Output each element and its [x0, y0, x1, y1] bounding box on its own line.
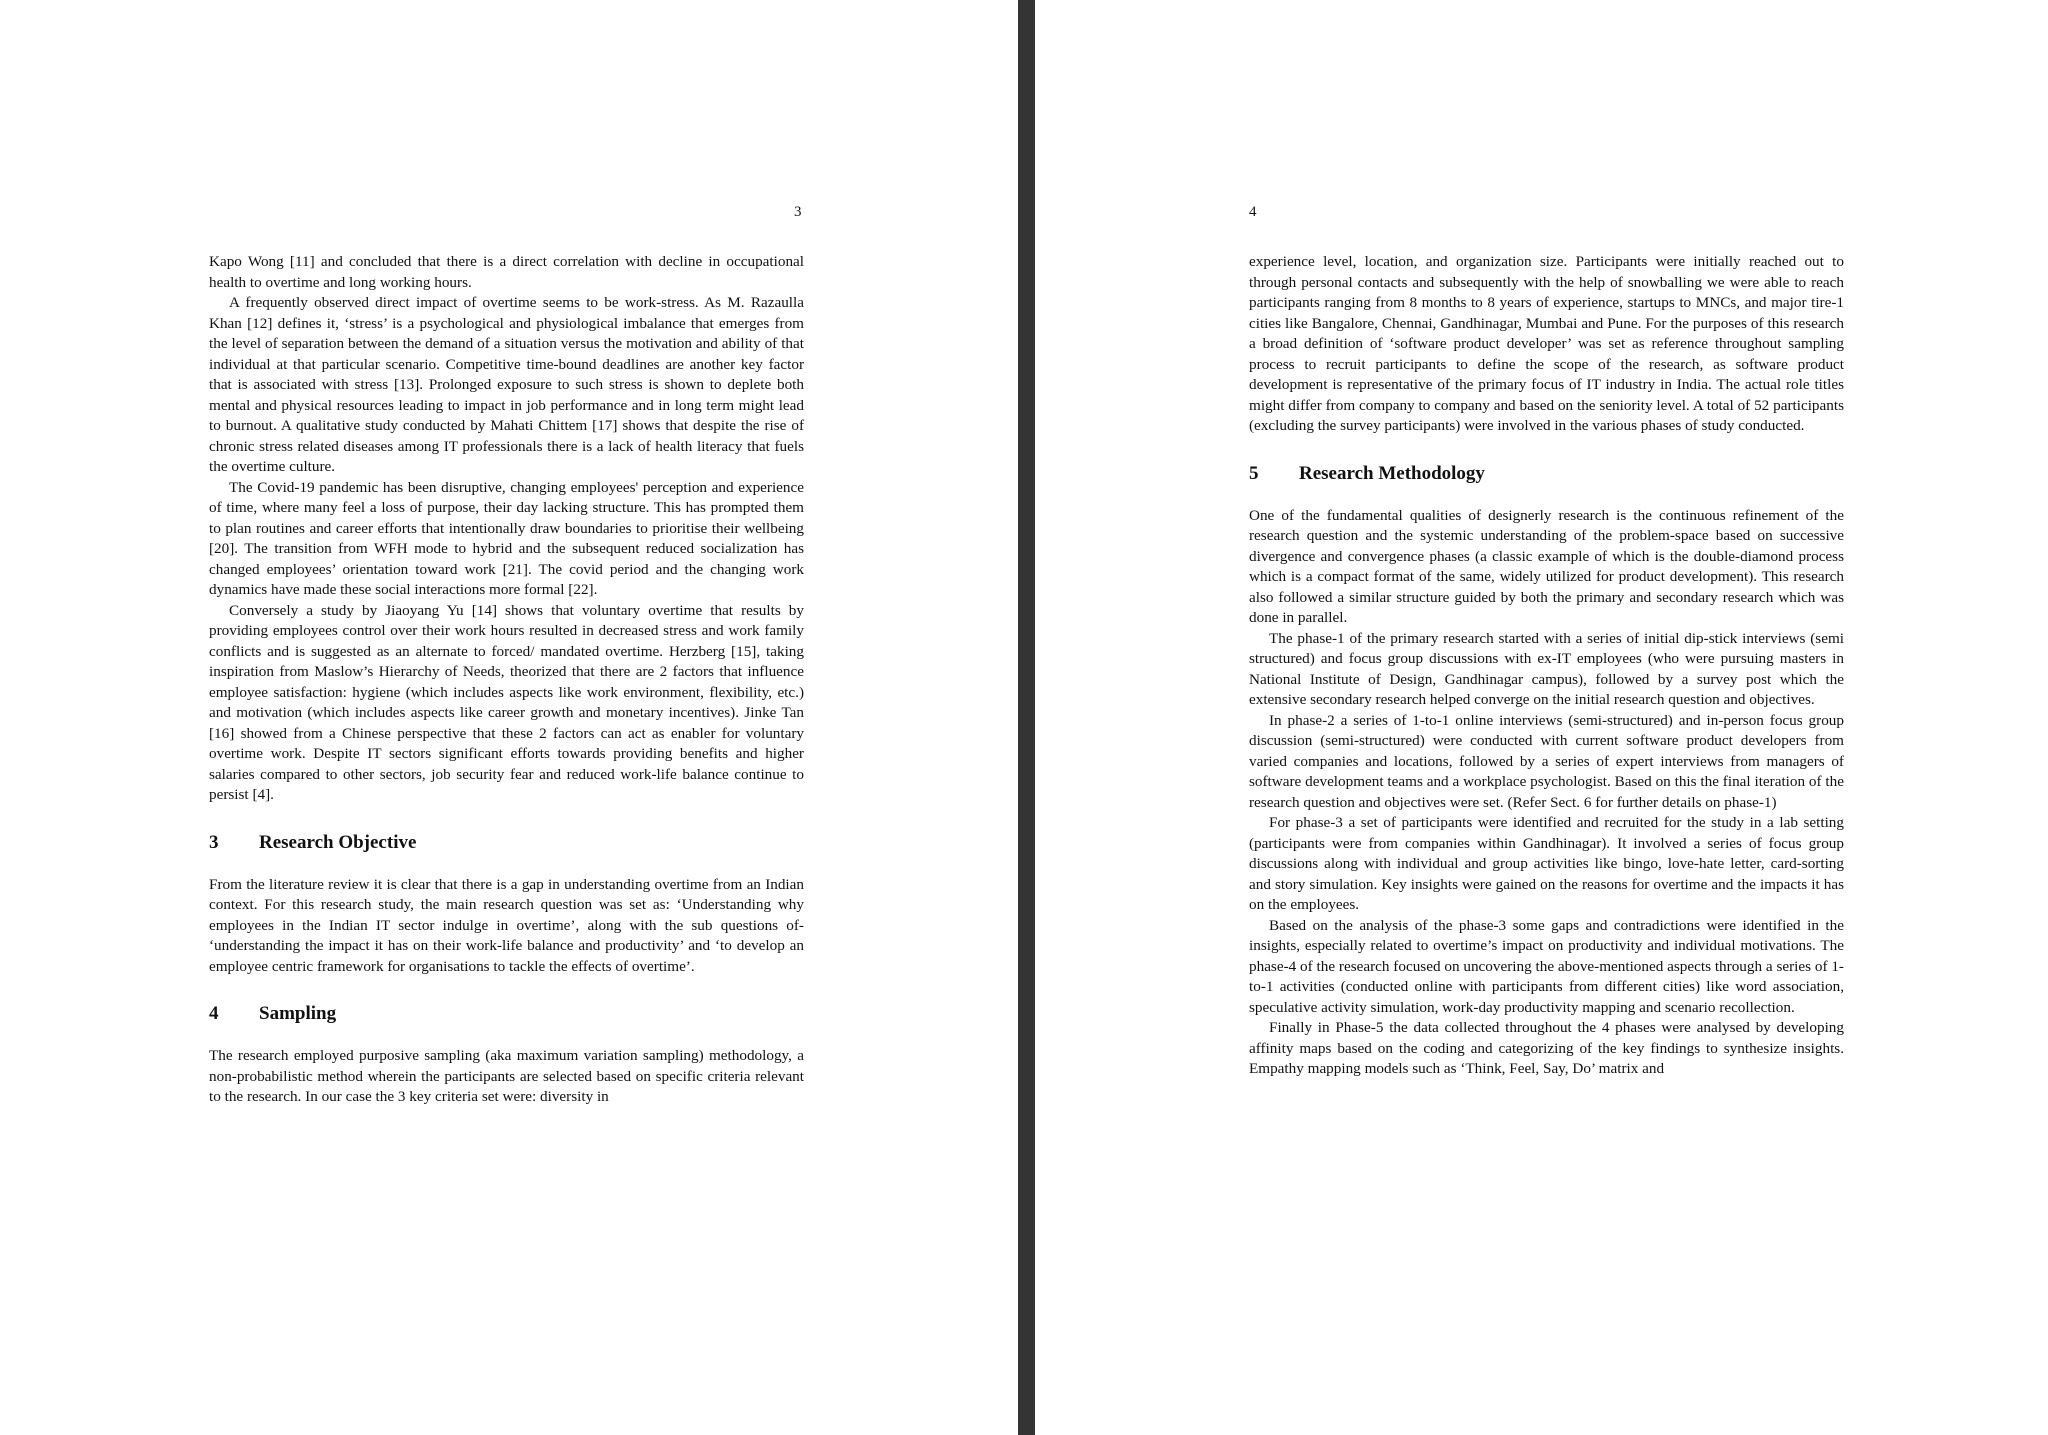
section-number: 3: [209, 831, 219, 853]
section-title: Sampling: [259, 1003, 337, 1024]
section-number: 4: [209, 1003, 219, 1024]
paragraph: Based on the analysis of the phase-3 some gaps and contradictions were identified in the insights, especially related to overtime’s impact on productivity and individual motivations. The phase-4 of the research focused on uncovering the above-mentioned aspects through a series of 1-to-1 activities (conducted online with participants from different cities) like word association, speculative activity simulation, work-day productivity mapping and scenario recollection.: [1249, 916, 1844, 1016]
paragraph: From the literature review it is clear that there is a gap in understanding overtime from an Indian context. For this research study, the main research question was set as: ‘Understanding why employees in the Indian IT sector indulge in overtime’, along with the sub questions of- ‘understanding the impact it has on their work-life balance and productivity’ and ‘to develop an employee centric framework for organisations to tackle the effects of overtime’.: [209, 875, 804, 975]
left-page: [0, 0, 1018, 1435]
section-heading-research-objective: [209, 831, 804, 855]
section-heading-research-methodology: [1249, 462, 1844, 486]
section-title: Research Methodology: [1299, 462, 1485, 484]
paragraph: For phase-3 a set of participants were identified and recruited for the study in a lab setting (participants were from companies within Gandhinagar). It involved a series of focus group discussions along with individual and group activities like bingo, love-hate letter, card-sorting and story simulation. Key insights were gained on the reasons for overtime and the impacts it has on the employees.: [1249, 814, 1844, 913]
page-divider: [1018, 0, 1035, 1435]
paragraph: The research employed purposive sampling (aka maximum variation sampling) methodology, a non-probabilistic method wherein the participants are selected based on specific criteria relevant to the research. In our case the 3 key criteria set were: diversity in: [209, 1047, 804, 1105]
section-number: 5: [1249, 462, 1259, 484]
paragraph: The Covid-19 pandemic has been disruptive, changing employees' perception and experience of time, where many feel a loss of purpose, their day lacking structure. This has prompted them to plan routines and career efforts that intentionally draw boundaries to prioritise their wellbeing [20]. The transition from WFH mode to hybrid and the subsequent reduced socialization has changed employees’ orientation toward work [21]. The covid period and the changing work dynamics have made these social interactions more formal [22].: [209, 478, 804, 598]
right-page-body: [1249, 252, 1844, 1080]
paragraph: Kapo Wong [11] and concluded that there is a direct correlation with decline in occupational health to overtime and long working hours.: [209, 253, 804, 291]
paragraph: experience level, location, and organization size. Participants were initially reached out to through personal contacts and subsequently with the help of snowballing we were able to reach participants ranging from 8 months to 8 years of experience, startups to MNCs, and major tire-1 cities like Bangalore, Chennai, Gandhinagar, Mumbai and Pune. For the purposes of this research a broad definition of ‘software product developer’ was set as reference throughout sampling process to recruit participants to define the scope of the research, as software product development is representative of the primary focus of IT industry in India. The actual role titles might differ from company to company and based on the seniority level. A total of 52 participants (excluding the survey participants) were involved in the various phases of study conducted.: [1249, 253, 1844, 434]
paragraph: A frequently observed direct impact of overtime seems to be work-stress. As M. Razaulla Khan [12] defines it, ‘stress’ is a psychological and physiological imbalance that emerges from the level of separation between the demand of a situation versus the motivation and ability of that individual at that particular scenario. Competitive time-bound deadlines are another key factor that is associated with stress [13]. Prolonged exposure to such stress is shown to deplete both mental and physical resources leading to impact in job performance and in long term might lead to burnout. A qualitative study conducted by Mahati Chittem [17] shows that despite the rise of chronic stress related diseases among IT professionals there is a lack of health literacy that fuels the overtime culture.: [209, 294, 804, 475]
section-heading-sampling: [209, 1002, 804, 1026]
paragraph: Finally in Phase-5 the data collected throughout the 4 phases were analysed by developing affinity maps based on the coding and categorizing of the key findings to synthesize insights. Empathy mapping models such as ‘Think, Feel, Say, Do’ matrix and: [1249, 1019, 1844, 1077]
paragraph: Conversely a study by Jiaoyang Yu [14] shows that voluntary overtime that results by providing employees control over their work hours resulted in decreased stress and work family conflicts and is suggested as an alternate to forced/ mandated overtime. Herzberg [15], taking inspiration from Maslow’s Hierarchy of Needs, theorized that there are 2 factors that influence employee satisfaction: hygiene (which includes aspects like work environment, flexibility, etc.) and motivation (which includes aspects like career growth and monetary incentives). Jinke Tan [16] showed from a Chinese perspective that these 2 factors can act as enabler for voluntary overtime work. Despite IT sectors significant efforts towards providing benefits and higher salaries compared to other sectors, job security fear and reduced work-life balance continue to persist [4].: [209, 601, 804, 803]
paragraph: One of the fundamental qualities of designerly research is the continuous refinement of the research question and the systemic understanding of the problem-space based on successive divergence and convergence phases (a classic example of which is the double-diamond process which is a compact format of the same, widely utilized for product development). This research also followed a similar structure guided by both the primary and secondary research which was done in parallel.: [1249, 506, 1844, 626]
left-page-body: [209, 252, 804, 1108]
page-number-right: 4: [1249, 204, 1257, 220]
paragraph: The phase-1 of the primary research started with a series of initial dip-stick interviews (semi structured) and focus group discussions with ex-IT employees (who were pursuing masters in National Institute of Design, Gandhinagar campus), followed by a survey post which the extensive secondary research helped converge on the initial research question and objectives.: [1249, 629, 1844, 708]
page-number-left: 3: [794, 204, 802, 220]
paragraph: In phase-2 a series of 1-to-1 online interviews (semi-structured) and in-person focus group discussion (semi-structured) were conducted with current software product developers from varied companies and locations, followed by a series of expert interviews from managers of software development teams and a workplace psychologist. Based on this the final iteration of the research question and objectives were set. (Refer Sect. 6 for further details on phase-1): [1249, 711, 1844, 811]
section-title: Research Objective: [259, 831, 417, 853]
